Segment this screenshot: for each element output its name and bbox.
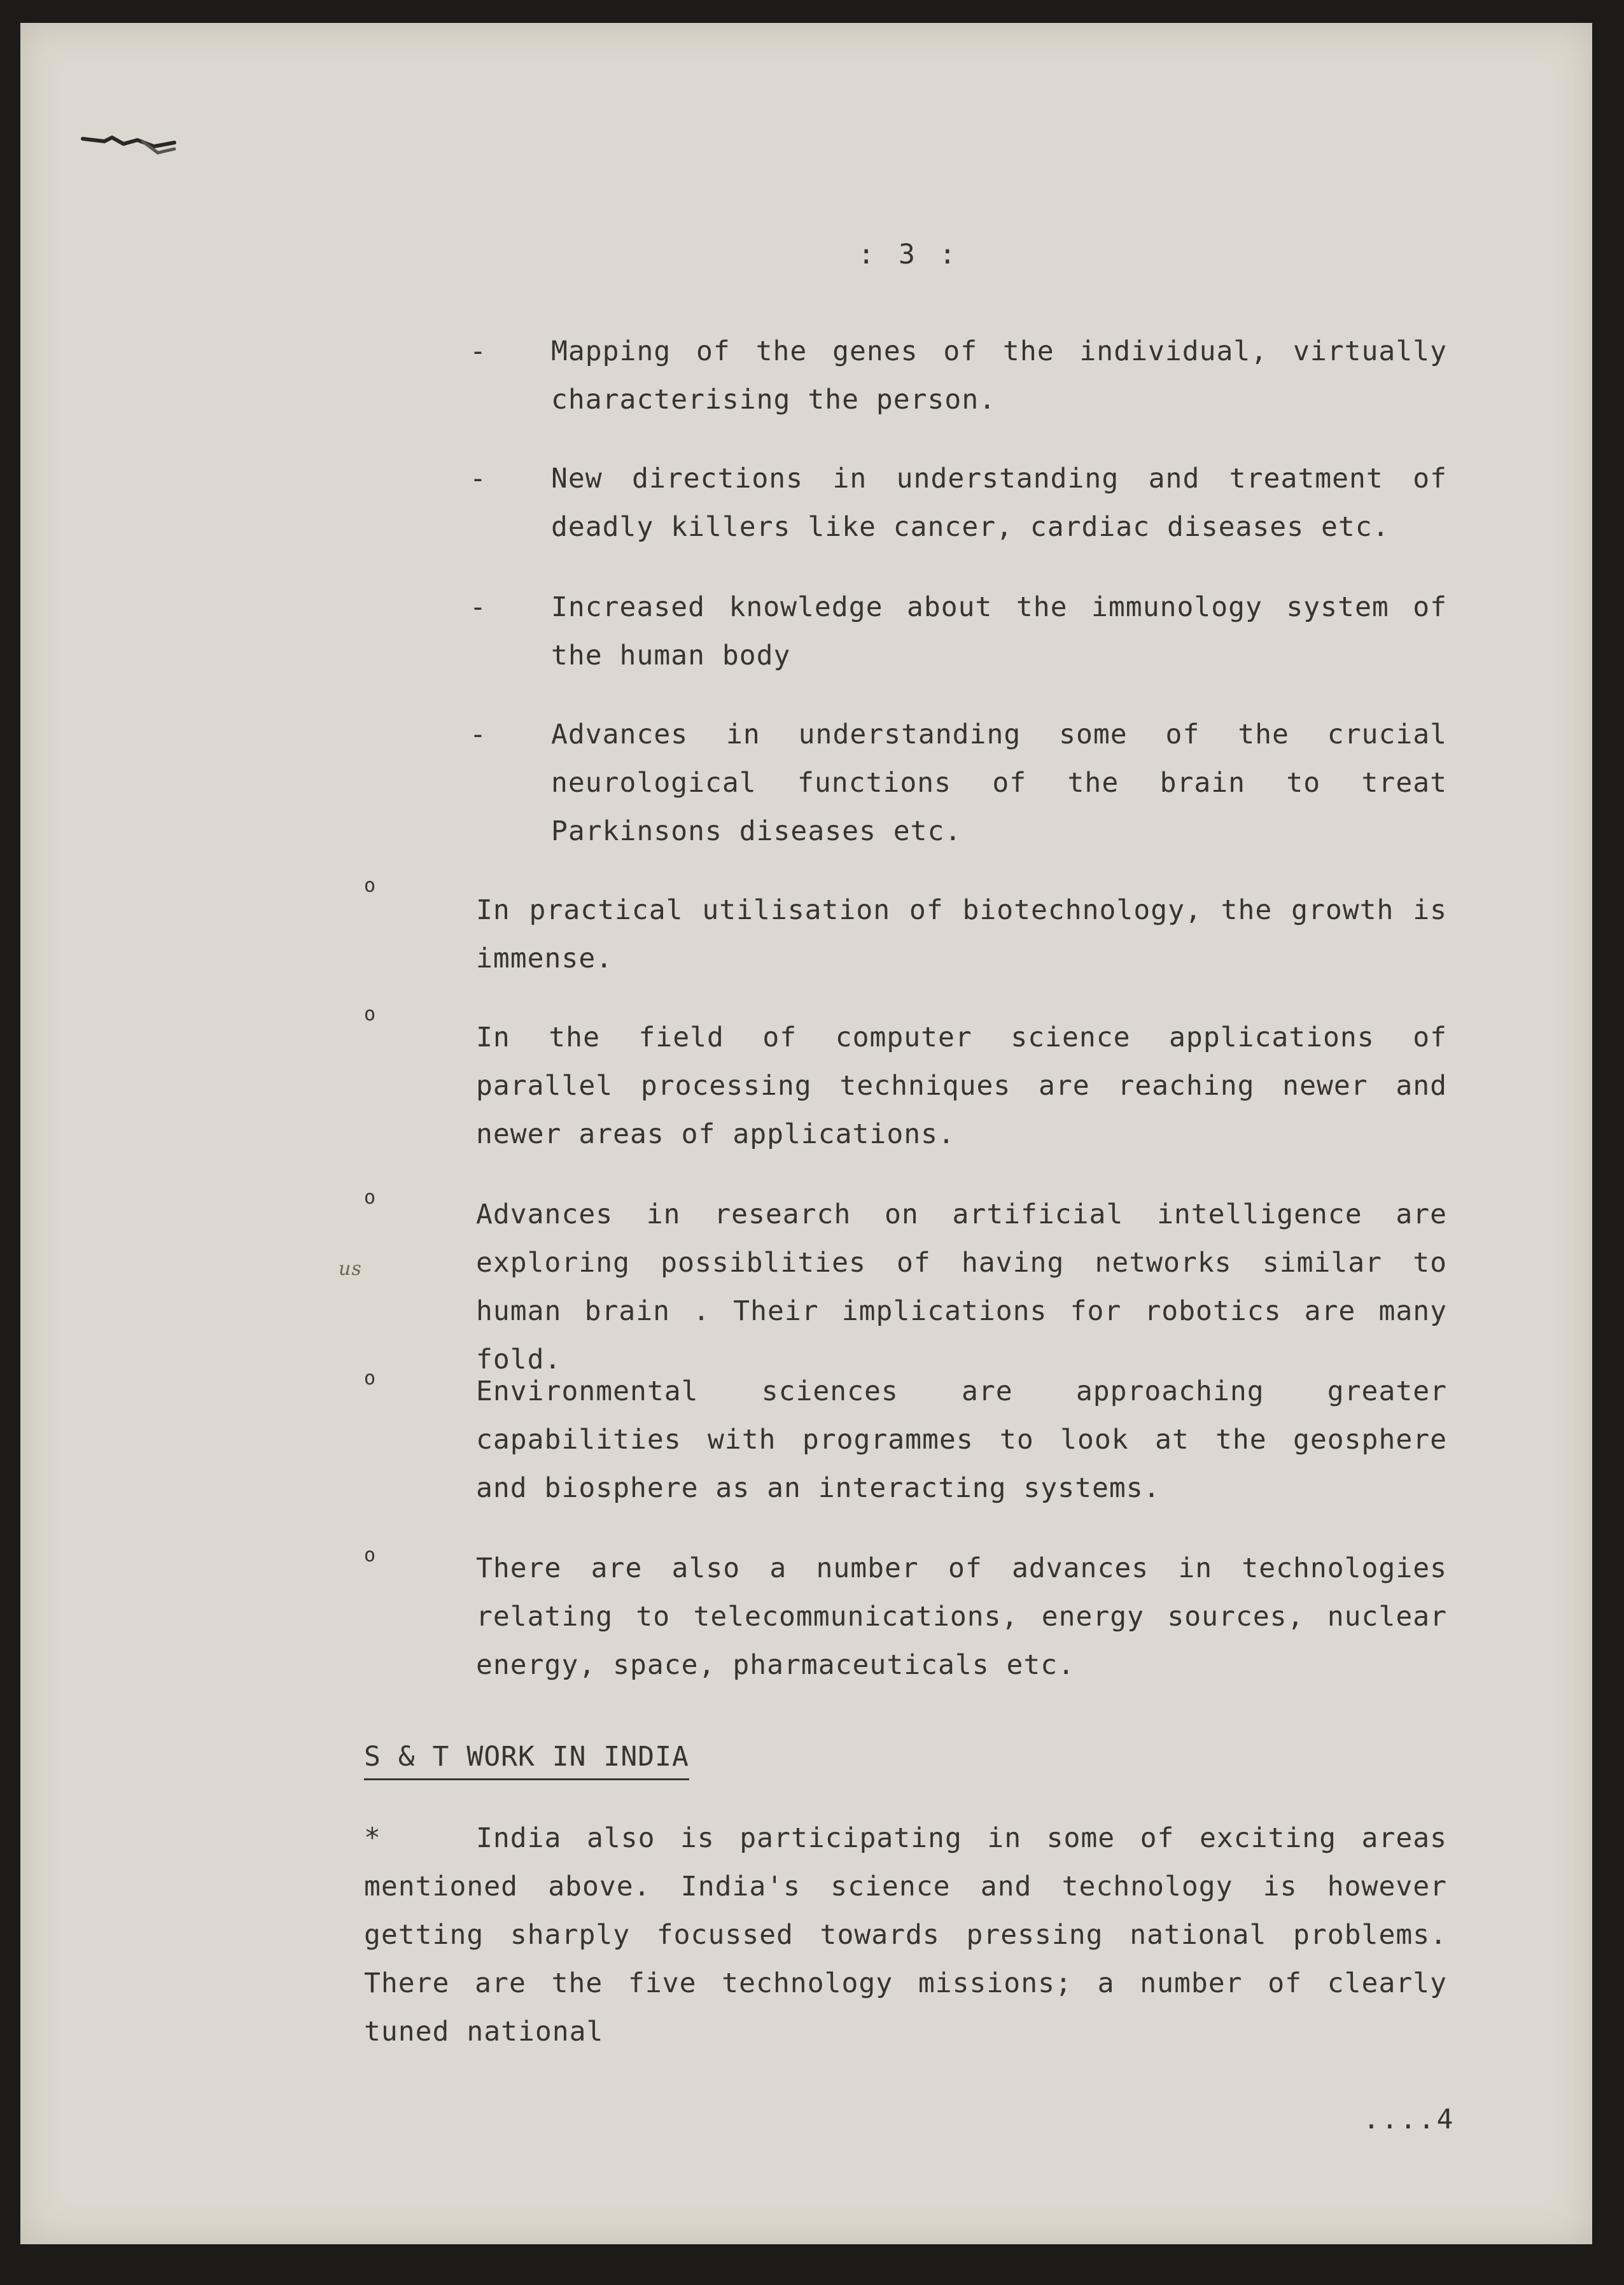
continuation-marker: ....4 — [1363, 2104, 1455, 2135]
dash-marker: - — [470, 335, 487, 367]
circle-marker: o — [364, 1367, 377, 1389]
staple-mark — [79, 127, 187, 159]
circle-marker: o — [364, 875, 377, 897]
star-marker: * — [364, 1822, 381, 1854]
bullet-text: In practical utilisation of biotechnology, the growth is immense. — [476, 894, 1447, 974]
sub-bullet-text: Advances in understanding some of the crucial neurological functions of the brain to treat Parkinsons diseases etc. — [551, 719, 1447, 847]
dash-marker: - — [470, 463, 487, 495]
handwritten-margin-note: us — [339, 1258, 362, 1280]
sub-bullet-text: New directions in understanding and treatment of deadly killers like cancer, cardiac diseases etc. — [551, 463, 1447, 543]
bullet-text: Environmental sciences are approaching greater capabilities with programmes to look at the geosphere and biosphere as an interacting systems. — [476, 1375, 1447, 1504]
bullet-text: Advances in research on artificial intelligence are exploring possiblities of having networks similar to human brain . Their implications for robotics are many fold. — [476, 1199, 1447, 1375]
document-page — [20, 23, 1592, 2244]
circle-marker: o — [364, 1003, 377, 1025]
sub-bullet-text: Increased knowledge about the immunology system of the human body — [551, 591, 1447, 671]
section-paragraph: India also is participating in some of exciting areas mentioned above. India's science and technology is however getting sharply focussed towards pressing national problems. There are the five technology missions; a number of clearly tuned national — [364, 1822, 1447, 2048]
sub-bullet-text: Mapping of the genes of the individual, virtually characterising the person. — [551, 335, 1447, 416]
circle-marker: o — [364, 1544, 377, 1566]
section-heading: S & T WORK IN INDIA — [364, 1736, 689, 1780]
bullet-text: In the field of computer science applications of parallel processing techniques are reaching newer and newer areas of applications. — [476, 1022, 1447, 1150]
dash-marker: - — [470, 591, 487, 623]
dash-marker: - — [470, 719, 487, 750]
circle-marker: o — [364, 1186, 377, 1209]
page-number: : 3 : — [858, 239, 960, 271]
bullet-text: There are also a number of advances in technologies relating to telecommunications, energy sources, nuclear energy, space, pharmaceuticals etc. — [476, 1552, 1447, 1681]
